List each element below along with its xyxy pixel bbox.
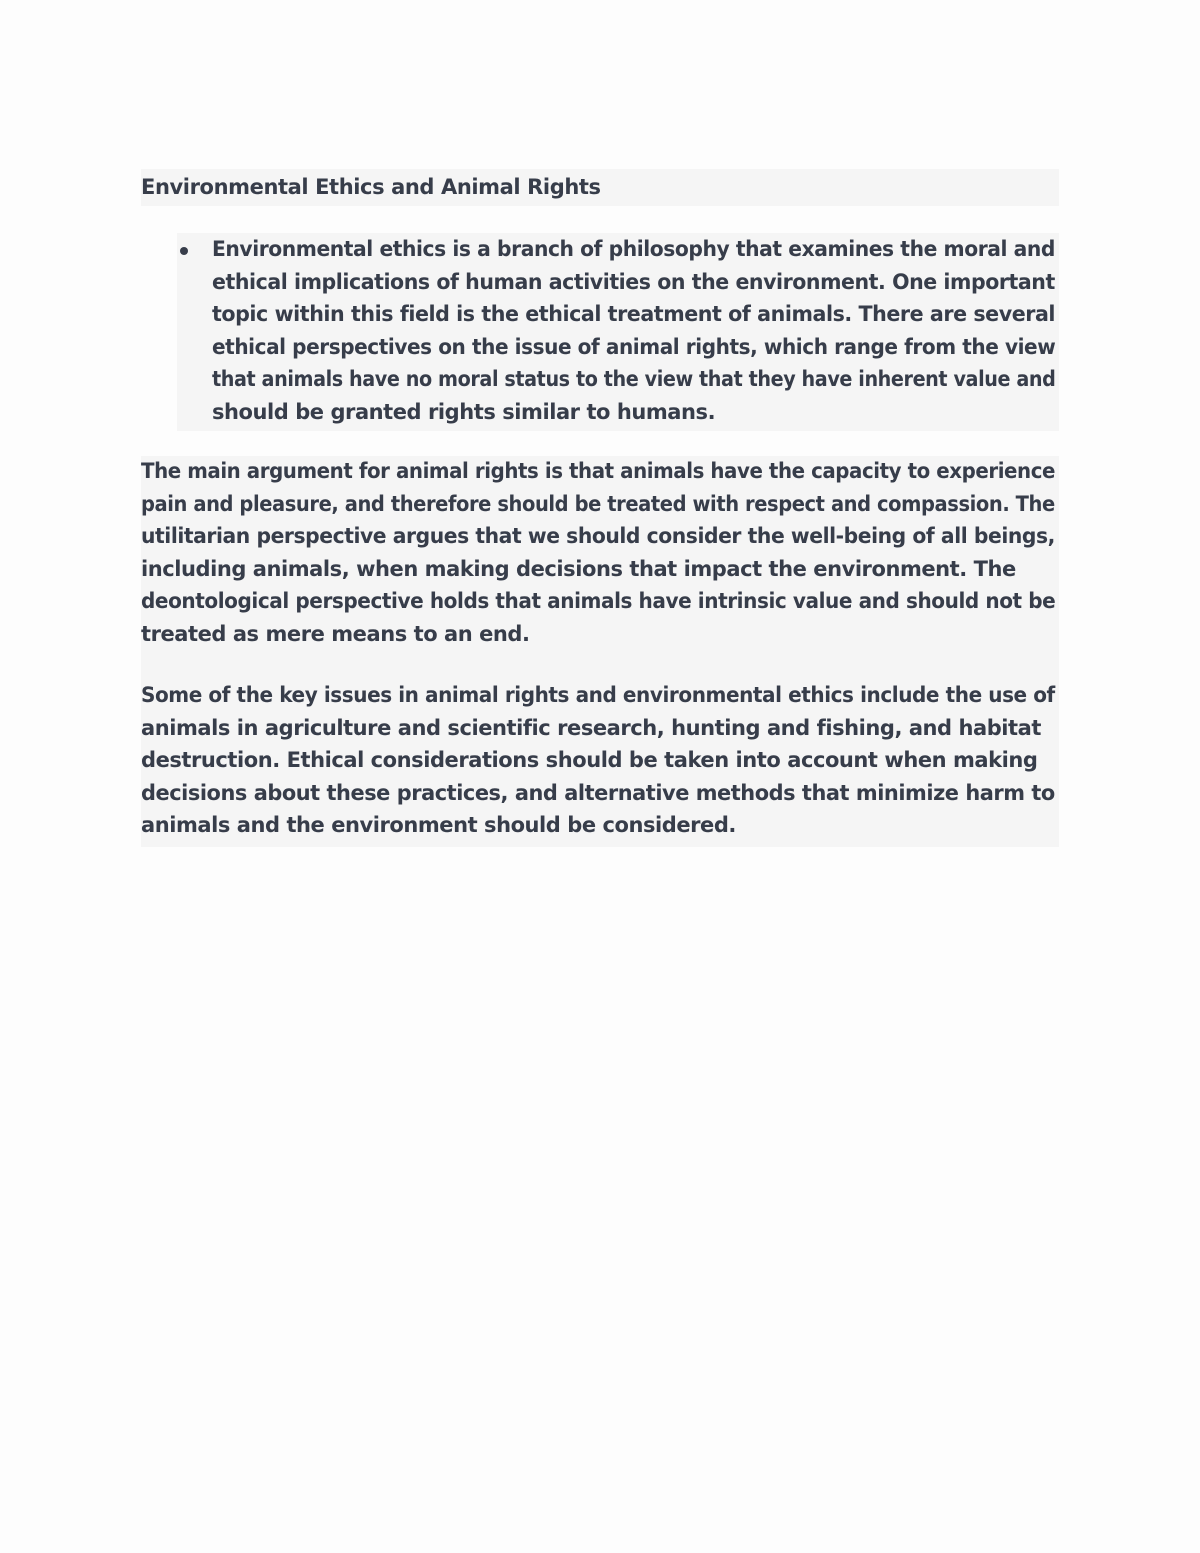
paragraph-2-line: destruction. Ethical considerations should be taken into account when making xyxy=(141,748,1038,772)
document-title: Environmental Ethics and Animal Rights xyxy=(141,175,601,199)
paragraph-1-line: pain and pleasure, and therefore should be treated with respect and compassion. The xyxy=(141,492,1055,516)
paragraph-1-line: utilitarian perspective argues that we should consider the well-being of all beings, xyxy=(141,524,1055,548)
bullet-line: ethical perspectives on the issue of animal rights, which range from the view xyxy=(212,335,1056,359)
paragraph-2-line: animals in agriculture and scientific research, hunting and fishing, and habitat xyxy=(141,716,1041,740)
bullet-line: ethical implications of human activities on the environment. One important xyxy=(212,270,1055,294)
paragraph-2-line: animals and the environment should be considered. xyxy=(141,813,736,837)
paragraph-2-line: decisions about these practices, and alternative methods that minimize harm to xyxy=(141,781,1055,805)
bullet-line: topic within this field is the ethical treatment of animals. There are several xyxy=(212,302,1056,326)
bullet-list-item xyxy=(177,233,1059,431)
paragraph-1-line: including animals, when making decisions that impact the environment. The xyxy=(141,557,1016,581)
bullet-line: Environmental ethics is a branch of philosophy that examines the moral and xyxy=(212,237,1055,261)
title-block xyxy=(141,169,1059,206)
paragraph-1-line: deontological perspective holds that animals have intrinsic value and should not be xyxy=(141,589,1056,613)
paragraph-1-line: The main argument for animal rights is that animals have the capacity to experience xyxy=(141,459,1056,483)
paragraph-1-line: treated as mere means to an end. xyxy=(141,622,530,646)
bullet-line: that animals have no moral status to the view that they have inherent value and xyxy=(212,367,1056,391)
paragraph-2-line: Some of the key issues in animal rights and environmental ethics include the use of xyxy=(141,683,1055,707)
body-paragraphs xyxy=(141,456,1059,847)
bullet-line: should be granted rights similar to humans. xyxy=(212,400,716,424)
bullet-dot-icon xyxy=(180,247,188,255)
